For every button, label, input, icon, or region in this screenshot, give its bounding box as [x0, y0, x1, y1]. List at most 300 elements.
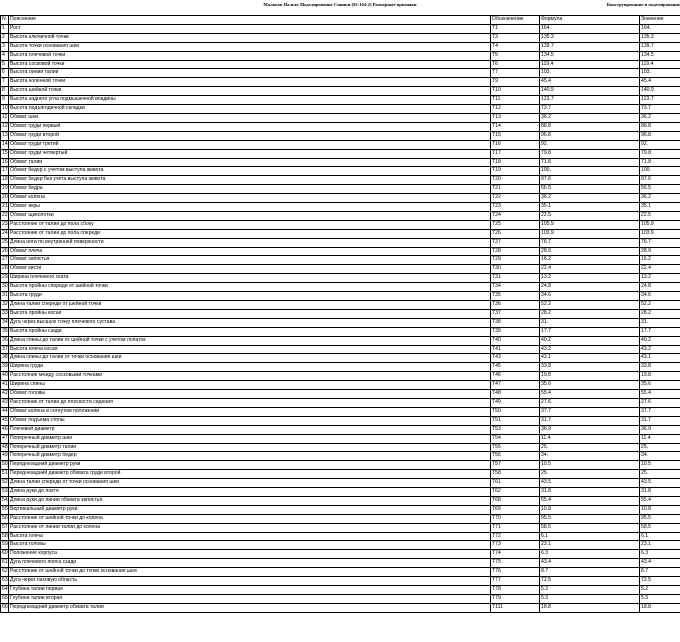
row-value: 16.2 [640, 256, 680, 265]
table-row [1, 69, 680, 78]
table-row [1, 149, 680, 158]
row-description: Длина руки до локтя [9, 488, 491, 497]
row-description: Высота плеча косая [9, 345, 491, 354]
row-symbol: T54 [491, 434, 540, 443]
row-value: 56.5 [640, 185, 680, 194]
row-symbol: T71 [491, 523, 540, 532]
row-formula: 52.2 [540, 301, 640, 310]
row-value: 105.9 [640, 220, 680, 229]
row-formula: 22.5 [540, 211, 640, 220]
row-value: 18.8 [640, 603, 680, 612]
row-description: Дуга через паховую область [9, 577, 491, 586]
row-description: Обхват шеи [9, 113, 491, 122]
row-number: 54 [1, 496, 9, 505]
row-formula: 100. [540, 167, 640, 176]
row-value: 71.8 [640, 158, 680, 167]
row-description: Высота точки основания шеи [9, 42, 491, 51]
row-symbol: T72 [491, 532, 540, 541]
row-formula: 103. [540, 69, 640, 78]
table-row [1, 42, 680, 51]
row-symbol: T62 [491, 488, 540, 497]
row-value: 34. [640, 452, 680, 461]
row-value: 10.8 [640, 505, 680, 514]
table-row [1, 60, 680, 69]
row-number: 29 [1, 274, 9, 283]
table-row [1, 167, 680, 176]
row-description: Длина спины до талии от шейной точки с учетом лопаток [9, 336, 491, 345]
table-row [1, 283, 680, 292]
row-formula: 28.9 [540, 247, 640, 256]
table-row [1, 78, 680, 87]
row-value: 79.8 [640, 149, 680, 158]
row-symbol: T9 [491, 78, 540, 87]
row-value: 95.5 [640, 514, 680, 523]
row-symbol: T16 [491, 140, 540, 149]
row-number: 14 [1, 140, 9, 149]
row-symbol: T56 [491, 452, 540, 461]
row-symbol: T31 [491, 274, 540, 283]
table-row [1, 568, 680, 577]
row-description: Поперечный диаметр бедер [9, 452, 491, 461]
row-number: 11 [1, 113, 9, 122]
row-formula: 43.1 [540, 354, 640, 363]
row-description: Переднезадний диаметр обхвата груди второй [9, 470, 491, 479]
row-description: Длина талии спереди от точки основания шеи [9, 479, 491, 488]
row-number: 36 [1, 336, 9, 345]
row-description: Высота плеча [9, 532, 491, 541]
row-description: Глубина талии вторая [9, 594, 491, 603]
row-value: 28.9 [640, 247, 680, 256]
row-value: 37.7 [640, 407, 680, 416]
table-row [1, 461, 680, 470]
row-formula: 16.2 [540, 256, 640, 265]
row-formula: 164. [540, 24, 640, 33]
row-number: 48 [1, 443, 9, 452]
row-value: 43.4 [640, 559, 680, 568]
table-row [1, 363, 680, 372]
row-formula: 96.8 [540, 131, 640, 140]
row-formula: 97.6 [540, 176, 640, 185]
row-number: 58 [1, 532, 9, 541]
row-description: Высота плечевой точки [9, 51, 491, 60]
row-description: Высота пройны сзади [9, 327, 491, 336]
row-symbol: T6 [491, 60, 540, 69]
row-formula: 33.8 [540, 363, 640, 372]
row-symbol: T23 [491, 203, 540, 212]
row-description: Расстояние от шейной точки до колена [9, 514, 491, 523]
row-symbol: T30 [491, 265, 540, 274]
row-symbol: T70 [491, 514, 540, 523]
row-number: 9 [1, 96, 9, 105]
row-number: 28 [1, 265, 9, 274]
row-formula: 76.7 [540, 238, 640, 247]
row-description: Обхват бедер с учетом выступа живота [9, 167, 491, 176]
row-formula: 35.1 [540, 203, 640, 212]
row-description: Поперечный диаметр шеи [9, 434, 491, 443]
row-formula: 31.8 [540, 488, 640, 497]
row-number: 24 [1, 229, 9, 238]
row-value: 17.7 [640, 327, 680, 336]
row-description: Рост [9, 24, 491, 33]
table-row [1, 301, 680, 310]
row-symbol: T53 [491, 425, 540, 434]
row-description: Положение корпуса [9, 550, 491, 559]
row-value: 10.5 [640, 461, 680, 470]
table-row [1, 105, 680, 114]
row-symbol: T28 [491, 247, 540, 256]
row-description: Длина спины до талии от точки основания шеи [9, 354, 491, 363]
row-formula: 45.4 [540, 78, 640, 87]
row-formula: 5.3 [540, 594, 640, 603]
row-number: 7 [1, 78, 9, 87]
row-description: Обхват икры [9, 203, 491, 212]
row-formula: 79.8 [540, 149, 640, 158]
row-symbol: T19 [491, 167, 540, 176]
table-row [1, 407, 680, 416]
row-value: 134.5 [640, 51, 680, 60]
row-formula: 31.7 [540, 416, 640, 425]
table-row [1, 256, 680, 265]
row-value: 35.1 [640, 203, 680, 212]
row-number: 6 [1, 69, 9, 78]
row-symbol: T25 [491, 220, 540, 229]
row-description: Расстояние от талии до пола спереди [9, 229, 491, 238]
row-value: 6.1 [640, 532, 680, 541]
row-description: Обхват груди первый [9, 122, 491, 131]
table-row [1, 87, 680, 96]
row-value: 36.9 [640, 425, 680, 434]
row-value: 55.4 [640, 496, 680, 505]
row-formula: 36.2 [540, 113, 640, 122]
table-row [1, 452, 680, 461]
row-number: 35 [1, 327, 9, 336]
row-value: 22.5 [640, 211, 680, 220]
row-value: 36.2 [640, 113, 680, 122]
row-value: 22.4 [640, 265, 680, 274]
row-number: 34 [1, 318, 9, 327]
row-value: 24.8 [640, 283, 680, 292]
row-formula: 31. [540, 318, 640, 327]
row-formula: 10.8 [540, 505, 640, 514]
table-row [1, 425, 680, 434]
row-formula: 72.5 [540, 577, 640, 586]
row-number: 27 [1, 256, 9, 265]
row-value: 103.9 [640, 229, 680, 238]
row-number: 3 [1, 42, 9, 51]
row-formula: 22.4 [540, 265, 640, 274]
row-description: Дуга плечевого пояса сзади [9, 559, 491, 568]
table-row [1, 24, 680, 33]
table-row [1, 140, 680, 149]
row-formula: 134.5 [540, 51, 640, 60]
row-formula: 25. [540, 470, 640, 479]
row-symbol: T17 [491, 149, 540, 158]
row-number: 32 [1, 301, 9, 310]
row-number: 25 [1, 238, 9, 247]
table-row [1, 229, 680, 238]
row-symbol: T76 [491, 568, 540, 577]
row-symbol: T43 [491, 354, 540, 363]
row-value: 19.8 [640, 372, 680, 381]
table-body [1, 24, 680, 612]
row-number: 64 [1, 586, 9, 595]
table-row [1, 194, 680, 203]
row-symbol: T50 [491, 407, 540, 416]
row-number: 52 [1, 479, 9, 488]
row-symbol: T69 [491, 505, 540, 514]
row-formula: 73.7 [540, 105, 640, 114]
table-row [1, 185, 680, 194]
row-symbol: T77 [491, 577, 540, 586]
row-description: Обхват колена [9, 194, 491, 203]
table-row [1, 292, 680, 301]
row-description: Высота коленной точки [9, 78, 491, 87]
table-row [1, 51, 680, 60]
row-formula: 55.4 [540, 496, 640, 505]
row-symbol: T39 [491, 327, 540, 336]
row-value: 72.5 [640, 577, 680, 586]
row-description: Обхват груди второй [9, 131, 491, 140]
row-number: 4 [1, 51, 9, 60]
row-symbol: T3 [491, 33, 540, 42]
row-formula: 18.8 [540, 603, 640, 612]
row-symbol: T68 [491, 496, 540, 505]
row-symbol: T57 [491, 461, 540, 470]
row-description: Высота ключичной точки [9, 33, 491, 42]
table-row [1, 96, 680, 105]
row-description: Поперечный диаметр талии [9, 443, 491, 452]
row-number: 37 [1, 345, 9, 354]
page-header [0, 0, 680, 10]
row-formula: 24.8 [540, 283, 640, 292]
row-formula: 13.2 [540, 274, 640, 283]
row-value: 123.7 [640, 96, 680, 105]
row-formula: 34.6 [540, 292, 640, 301]
row-number: 42 [1, 390, 9, 399]
row-value: 23.1 [640, 541, 680, 550]
table-row [1, 514, 680, 523]
row-number: 45 [1, 416, 9, 425]
row-value: 36.2 [640, 194, 680, 203]
row-formula: 5.2 [540, 586, 640, 595]
row-number: 5 [1, 60, 9, 69]
row-formula: 40.2 [540, 336, 640, 345]
row-symbol: T79 [491, 594, 540, 603]
table-row [1, 505, 680, 514]
row-number: 59 [1, 541, 9, 550]
row-value: 100. [640, 167, 680, 176]
row-value: 6.3 [640, 550, 680, 559]
table-row [1, 479, 680, 488]
row-number: 61 [1, 559, 9, 568]
row-description: Глубина талии первая [9, 586, 491, 595]
table-row [1, 443, 680, 452]
table-row [1, 345, 680, 354]
row-number: 1 [1, 24, 9, 33]
table-row [1, 523, 680, 532]
row-value: 8.7 [640, 568, 680, 577]
table-row [1, 550, 680, 559]
row-symbol: T4 [491, 42, 540, 51]
row-description: Обхват головы [9, 390, 491, 399]
row-description: Высота груди [9, 292, 491, 301]
table-row [1, 309, 680, 318]
row-symbol: T1 [491, 24, 540, 33]
row-number: 10 [1, 105, 9, 114]
table-row [1, 390, 680, 399]
row-formula: 36.9 [540, 425, 640, 434]
row-description: Обхват кисти [9, 265, 491, 274]
row-value: 5.2 [640, 586, 680, 595]
row-value: 164. [640, 24, 680, 33]
row-number: 60 [1, 550, 9, 559]
row-formula: 34. [540, 452, 640, 461]
table-row [1, 336, 680, 345]
row-description: Обхват бедра [9, 185, 491, 194]
table-row [1, 247, 680, 256]
row-symbol: T14 [491, 122, 540, 131]
row-value: 5.3 [640, 594, 680, 603]
row-description: Дуга через высшую точку плечевого сустава [9, 318, 491, 327]
row-value: 25. [640, 470, 680, 479]
row-value: 140.9 [640, 87, 680, 96]
row-number: 16 [1, 158, 9, 167]
row-symbol: T45 [491, 363, 540, 372]
row-number: 47 [1, 434, 9, 443]
row-number: 50 [1, 461, 9, 470]
row-value: 58.5 [640, 523, 680, 532]
header-right-label: Конструирование и моделирование [606, 2, 680, 7]
row-number: 22 [1, 211, 9, 220]
row-formula: 37.7 [540, 407, 640, 416]
table-row [1, 372, 680, 381]
row-value: 40.2 [640, 336, 680, 345]
row-symbol: T15 [491, 131, 540, 140]
row-number: 44 [1, 407, 9, 416]
row-description: Обхват бедер без учета выступа живота [9, 176, 491, 185]
row-formula: 71.8 [540, 158, 640, 167]
row-symbol: T12 [491, 105, 540, 114]
row-symbol: T24 [491, 211, 540, 220]
row-symbol: T26 [491, 229, 540, 238]
row-formula: 36.2 [540, 194, 640, 203]
table-row [1, 586, 680, 595]
row-value: 27.6 [640, 398, 680, 407]
row-symbol: T78 [491, 586, 540, 595]
row-value: 43.2 [640, 345, 680, 354]
row-description: Длина талии спереди от шейной точки [9, 301, 491, 310]
row-number: 18 [1, 176, 9, 185]
row-symbol: T35 [491, 292, 540, 301]
row-description: Длина руки до линии обхвата запястья [9, 496, 491, 505]
row-number: 31 [1, 292, 9, 301]
table-row [1, 238, 680, 247]
row-symbol: T73 [491, 541, 540, 550]
row-value: 13.2 [640, 274, 680, 283]
row-symbol: T21 [491, 185, 540, 194]
row-formula: 58.5 [540, 523, 640, 532]
row-value: 25. [640, 443, 680, 452]
row-description: Расстояние от шейной точки до точки основания шеи [9, 568, 491, 577]
row-number: 20 [1, 194, 9, 203]
row-number: 2 [1, 33, 9, 42]
row-formula: 43.5 [540, 479, 640, 488]
table-row [1, 122, 680, 131]
table-row [1, 541, 680, 550]
row-formula: 17.7 [540, 327, 640, 336]
row-description: Переднезадний диаметр руки [9, 461, 491, 470]
row-description: Переднезадний диаметр обхвата талии [9, 603, 491, 612]
row-number: 53 [1, 488, 9, 497]
row-description: Высота сосковой точки [9, 60, 491, 69]
row-number: 19 [1, 185, 9, 194]
row-description: Расстояние между сосковыми точками [9, 372, 491, 381]
row-formula: 43.2 [540, 345, 640, 354]
table-row [1, 220, 680, 229]
row-value: 97.6 [640, 176, 680, 185]
row-number: 17 [1, 167, 9, 176]
measurements-table [0, 15, 680, 613]
row-formula: 23.1 [540, 541, 640, 550]
row-formula: 95.5 [540, 514, 640, 523]
row-description: Обхват подъема стопы [9, 416, 491, 425]
row-formula: 35.6 [540, 381, 640, 390]
row-symbol: T18 [491, 158, 540, 167]
row-formula: 6.3 [540, 550, 640, 559]
row-number: 38 [1, 354, 9, 363]
column-header-value: Значение [640, 16, 680, 25]
row-description: Расстояние от линии талии до колена [9, 523, 491, 532]
table-row [1, 274, 680, 283]
row-description: Обхват запястья [9, 256, 491, 265]
row-number: 21 [1, 203, 9, 212]
column-header-description: Пояснение [9, 16, 491, 25]
row-value: 73.7 [640, 105, 680, 114]
row-formula: 88.8 [540, 122, 640, 131]
row-value: 43.1 [640, 354, 680, 363]
row-symbol: T75 [491, 559, 540, 568]
row-symbol: T37 [491, 309, 540, 318]
row-description: Высота линии талии [9, 69, 491, 78]
table-row [1, 265, 680, 274]
row-formula: 140.9 [540, 87, 640, 96]
row-number: 33 [1, 309, 9, 318]
row-value: 139.7 [640, 42, 680, 51]
column-header-number: N [1, 16, 9, 25]
row-formula: 10.5 [540, 461, 640, 470]
column-header-formula: Формула [540, 16, 640, 25]
row-number: 41 [1, 381, 9, 390]
row-description: Высота подъягодичной складки [9, 105, 491, 114]
row-value: 119.4 [640, 60, 680, 69]
row-symbol: T74 [491, 550, 540, 559]
row-value: 92. [640, 140, 680, 149]
row-description: Длина ноги по внутренней поверхности [9, 238, 491, 247]
row-formula: 43.4 [540, 559, 640, 568]
table-row [1, 577, 680, 586]
row-number: 26 [1, 247, 9, 256]
row-formula: 19.8 [540, 372, 640, 381]
row-value: 28.2 [640, 309, 680, 318]
row-number: 39 [1, 363, 9, 372]
row-number: 49 [1, 452, 9, 461]
row-symbol: T27 [491, 238, 540, 247]
table-row [1, 318, 680, 327]
row-formula: 123.7 [540, 96, 640, 105]
table-row [1, 113, 680, 122]
row-formula: 6.1 [540, 532, 640, 541]
table-row [1, 176, 680, 185]
